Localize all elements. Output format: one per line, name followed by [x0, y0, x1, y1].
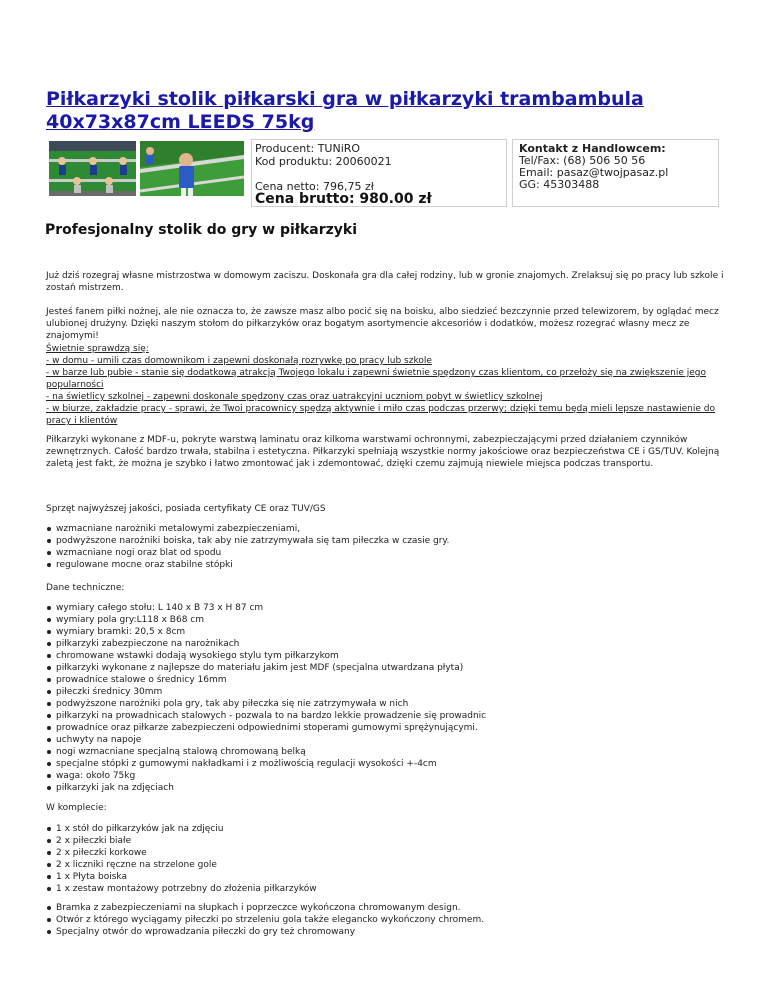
product-code: Kod produktu: 20060021: [255, 155, 392, 168]
usage-links-heading[interactable]: Świetnie sprawdzą się:: [46, 344, 149, 354]
list-item: 2 x liczniki ręczne na strzelone gole: [46, 859, 317, 871]
list-item: regulowane mocne oraz stabilne stópki: [46, 559, 449, 571]
list-item: 1 x zestaw montażowy potrzebny do złożenia piłkarzyków: [46, 883, 317, 895]
list-item: piłeczki średnicy 30mm: [46, 686, 486, 698]
list-item: Bramka z zabezpieczeniami na słupkach i poprzeczce wykończona chromowanym design.: [46, 902, 484, 914]
list-item: Otwór z którego wyciągamy piłeczki po strzeleniu gola także elegancko wykończony chromem.: [46, 914, 484, 926]
product-title: [46, 88, 686, 134]
list-item: piłkarzyki jak na zdjęciach: [46, 782, 486, 794]
usage-link-school[interactable]: - na świetlicy szkolnej - zapewni doskonale spędzony czas oraz uatrakcyjni uczniom pobyt w świetlicy szkolnej: [46, 392, 543, 402]
contact-phone: Tel/Fax: (68) 506 50 56: [519, 154, 646, 167]
list-item: wzmacniane narożniki metalowymi zabezpieczeniami,: [46, 523, 449, 535]
list-item: podwyższone narożniki pola gry, tak aby piłeczka się nie zatrzymywała w nich: [46, 698, 486, 710]
list-item: chromowane wstawki dodają wysokiego stylu tym piłkarzykom: [46, 650, 486, 662]
list-item: 2 x piłeczki korkowe: [46, 847, 317, 859]
tech-list: [46, 602, 486, 794]
tech-heading: Dane techniczne:: [46, 583, 125, 593]
list-item: specjalne stópki z gumowymi nakładkami i z możliwością regulacji wysokości +-4cm: [46, 758, 486, 770]
description-heading: Profesjonalny stolik do gry w piłkarzyki: [45, 222, 358, 238]
list-item: 1 x Płyta boiska: [46, 871, 317, 883]
intro-paragraph-1: Już dziś rozegraj własne mistrzostwa w domowym zaciszu. Doskonała gra dla całej rodziny, lub w gronie znajomych. Zrelaksuj się po pracy lub szkole i zostań mistrzem.: [46, 271, 724, 293]
list-item: wymiary bramki: 20,5 x 8cm: [46, 626, 486, 638]
list-item: piłkarzyki wykonane z najlepsze do materiału jakim jest MDF (specjalna utwardzana płyta): [46, 662, 486, 674]
net-price: Cena netto: 796,75 zł: [255, 180, 374, 193]
list-item: wymiary całego stołu: L 140 x B 73 x H 87 cm: [46, 602, 486, 614]
list-item: podwyższone narożniki boiska, tak aby nie zatrzymywała się tam piłeczka w czasie gry.: [46, 535, 449, 547]
product-image-1[interactable]: [49, 141, 136, 196]
list-item: prowadnice oraz piłkarze zabezpieczeni odpowiednimi stoperami gumowymi sprężynującymi.: [46, 722, 486, 734]
producer: Producent: TUNiRO: [255, 142, 361, 155]
list-item: 1 x stół do piłkarzyków jak na zdjęciu: [46, 823, 317, 835]
contact-email[interactable]: Email: pasaz@twojpasaz.pl: [519, 166, 669, 179]
materials-paragraph: Piłkarzyki wykonane z MDF-u, pokryte warstwą laminatu oraz kilkoma warstwami ochronnymi, zabezpieczającymi przed działaniem czynników zewnętrznych. Całość bardzo trwała, stabilna i estetyczna. Piłkarzyki spełniają wszystkie normy jakościowe oraz bezpieczeństwa CE i GS/TUV. Kolejną zaletą jest fakt, że można je szybko i łatwo zmontować jak i zdemontować, dzięki czemu zajmują niewiele miejsca podczas transportu.: [46, 435, 720, 469]
list-item: uchwyty na napoje: [46, 734, 486, 746]
contact-gg: GG: 45303488: [519, 178, 600, 191]
usage-links: [46, 343, 726, 427]
kit-heading: W komplecie:: [46, 803, 107, 813]
list-item: piłkarzyki na prowadnicach stalowych - pozwala to na bardzo lekkie prowadzenie się prowadnic: [46, 710, 486, 722]
intro-paragraph-2: Jesteś fanem piłki nożnej, ale nie oznacza to, że zawsze masz albo pocić się na boisku, albo siedzieć bezczynnie przed telewizorem, by oglądać mecz ulubionej drużyny. Dzięki naszym stołom do piłkarzyków oraz bogatym asortymencie akcesoriów i dodatków, możesz rozegrać własny mecz ze znajomymi!: [46, 307, 719, 341]
contact-box: [512, 139, 719, 207]
extra-list: [46, 902, 484, 938]
list-item: prowadnice stalowe o średnicy 16mm: [46, 674, 486, 686]
list-item: wymiary pola gry:L118 x B68 cm: [46, 614, 486, 626]
quality-heading: Sprzęt najwyższej jakości, posiada certyfikaty CE oraz TUV/GS: [46, 504, 326, 514]
usage-link-bar[interactable]: - w barze lub pubie - stanie się dodatkową atrakcją Twojego lokalu i zapewni świetnie spędzony czas klientom, co przełoży się na zwiększenie jego popularności: [46, 368, 707, 390]
contact-heading: Kontakt z Handlowcem:: [519, 142, 666, 155]
list-item: piłkarzyki zabezpieczone na narożnikach: [46, 638, 486, 650]
product-image-2[interactable]: [140, 141, 244, 196]
kit-list: [46, 823, 317, 895]
product-photo-1: [49, 141, 136, 196]
product-title-link[interactable]: Piłkarzyki stolik piłkarski gra w piłkarzyki trambambula 40x73x87cm LEEDS 75kg: [46, 88, 644, 133]
gross-price: Cena brutto: 980.00 zł: [255, 191, 432, 207]
quality-list: [46, 523, 449, 571]
list-item: Specjalny otwór do wprowadzania piłeczki do gry też chromowany: [46, 926, 484, 938]
list-item: nogi wzmacniane specjalną stalową chromowaną belką: [46, 746, 486, 758]
product-photo-2: [140, 141, 244, 196]
list-item: wzmacniane nogi oraz blat od spodu: [46, 547, 449, 559]
usage-link-office[interactable]: - w biurze, zakładzie pracy - sprawi, że Twoi pracownicy spędzą aktywnie i miło czas podczas przerwy; dzięki temu będą mieli lepsze nastawienie do pracy i klientów: [46, 404, 716, 426]
usage-link-home[interactable]: - w domu - umili czas domownikom i zapewni doskonałą rozrywkę po pracy lub szkole: [46, 356, 432, 366]
list-item: waga: około 75kg: [46, 770, 486, 782]
product-info-box: [251, 139, 507, 207]
list-item: 2 x piłeczki białe: [46, 835, 317, 847]
